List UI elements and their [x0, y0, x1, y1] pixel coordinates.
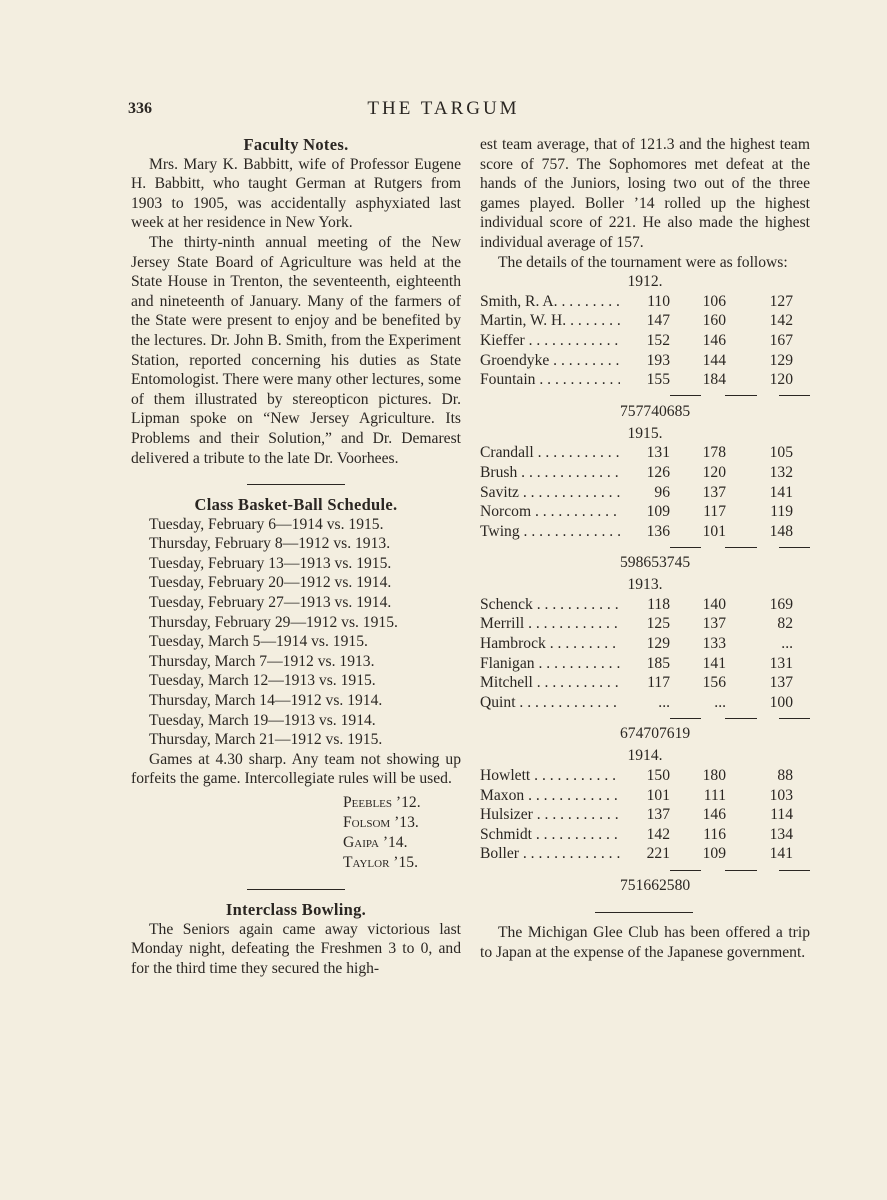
team-total-1: 757 — [620, 402, 644, 420]
team-total-3: 685 — [666, 402, 691, 420]
schedule-item: Tuesday, March 19—1913 vs. 1914. — [149, 711, 376, 729]
schedule-item: Thursday, February 8—1912 vs. 1913. — [149, 535, 391, 553]
score-row — [480, 693, 810, 713]
game-3-score: 82 — [777, 615, 793, 633]
game-1-score: 109 — [646, 503, 670, 521]
game-2-score: 117 — [703, 503, 726, 521]
game-1-score: 155 — [646, 371, 670, 389]
player-name: Savitz . . . — [480, 483, 620, 503]
bowling-heading: Interclass Bowling. — [225, 900, 367, 919]
game-1-score: 136 — [646, 522, 670, 540]
player-name: Maxon . . . — [480, 786, 620, 806]
game-2-score: 116 — [703, 825, 726, 843]
player-name: Twing . . . — [480, 522, 620, 542]
score-row — [480, 805, 810, 825]
game-3-score: 134 — [769, 825, 793, 843]
team-total-1: 674 — [620, 725, 644, 743]
game-1-score: 131 — [646, 444, 670, 462]
basketball-note: Games at 4.30 sharp. Any team not showing up forfeits the game. Intercollegiate rules will be used. — [131, 750, 461, 788]
player-name: Crandall . . . — [480, 443, 620, 463]
team-year-heading: 1912. — [627, 273, 663, 291]
player-name: Fountain . . . — [480, 370, 620, 390]
player-name: Schenck . . . — [480, 595, 620, 615]
faculty-notes-paragraph-1: Mrs. Mary K. Babbitt, wife of Professor Eugene H. Babbitt, who taught German at Rutgers from 1903 to 1905, was accidentally asphyxiated last week at her residence in New York. — [131, 155, 461, 232]
game-2-score: 146 — [702, 331, 726, 349]
team-total-row — [480, 553, 810, 575]
game-3-score: 132 — [769, 463, 793, 481]
game-1-score: 125 — [646, 615, 670, 633]
bowling-paragraph-2: The details of the tournament were as follows: — [498, 253, 788, 271]
player-name: Smith, R. A. . . . — [480, 292, 620, 312]
game-3-score: 114 — [770, 806, 793, 824]
game-2-score: 137 — [702, 615, 726, 633]
score-row — [480, 634, 810, 654]
player-name: Kieffer . . . — [480, 331, 620, 351]
score-row — [480, 311, 810, 331]
game-1-score: 152 — [646, 331, 670, 349]
michigan-note: The Michigan Glee Club has been offered a trip to Japan at the expense of the Japanese government. — [480, 924, 810, 961]
schedule-item: Thursday, March 14—1912 vs. 1914. — [149, 692, 383, 710]
game-2-score: 184 — [702, 371, 726, 389]
game-3-score: 129 — [769, 351, 793, 369]
signature: Folsom ’13. — [343, 814, 419, 831]
player-name: Hambrock . . . — [480, 634, 620, 654]
player-name: Merrill . . . — [480, 614, 620, 634]
game-3-score: 137 — [769, 674, 793, 692]
player-name: Flanigan . . . — [480, 654, 620, 674]
team-total-row — [480, 724, 810, 746]
team-year-heading: 1913. — [627, 576, 663, 594]
game-2-score: 137 — [702, 483, 726, 501]
score-row — [480, 292, 810, 312]
score-row — [480, 443, 810, 463]
schedule-item: Thursday, February 29—1912 vs. 1915. — [149, 613, 398, 631]
player-name: Boller . . . — [480, 844, 620, 864]
team-total-3: 745 — [666, 554, 691, 572]
total-rule — [670, 712, 810, 724]
game-3-score: 141 — [769, 845, 793, 863]
game-3-score: 120 — [769, 371, 793, 389]
score-row — [480, 502, 810, 522]
game-1-score: 118 — [647, 595, 670, 613]
team-total-1: 598 — [620, 554, 644, 572]
left-column — [131, 135, 461, 978]
player-name: Howlett . . . — [480, 766, 620, 786]
game-2-score: 101 — [702, 522, 726, 540]
game-1-score: 137 — [646, 806, 670, 824]
game-2-score: 111 — [703, 786, 726, 804]
game-2-score: 120 — [702, 463, 726, 481]
basketball-heading: Class Basket-Ball Schedule. — [194, 495, 398, 515]
game-3-score: 167 — [769, 331, 793, 349]
game-2-score: 156 — [702, 674, 726, 692]
schedule-item: Tuesday, February 13—1913 vs. 1915. — [149, 554, 392, 572]
section-divider — [247, 484, 345, 485]
score-row — [480, 654, 810, 674]
game-1-score: 150 — [646, 767, 670, 785]
player-name: Groendyke . . . — [480, 351, 620, 371]
total-rule — [670, 864, 810, 876]
team-total-2: 707 — [643, 725, 667, 743]
team-total-3: 580 — [666, 877, 691, 894]
game-3-score: 141 — [769, 483, 793, 501]
signature: Peebles ’12. — [343, 794, 421, 811]
bowling-paragraph-1-continued: est team average, that of 121.3 and the highest team score of 757. The Sophomores met defeat at the hands of the Juniors, losing two out of the three games played. Boller ’14 rolled up the highest individual score of 221. He also made the highest individual average of 157. — [480, 136, 810, 251]
team-total-2: 662 — [643, 877, 667, 894]
game-1-score: 185 — [646, 654, 670, 672]
schedule-item: Tuesday, February 6—1914 vs. 1915. — [149, 515, 384, 533]
score-row — [480, 766, 810, 786]
game-1-score: 101 — [646, 786, 670, 804]
game-1-score: 142 — [646, 825, 670, 843]
score-row — [480, 844, 810, 864]
schedule-item: Tuesday, February 27—1913 vs. 1914. — [149, 594, 392, 612]
game-2-score: 140 — [702, 595, 726, 613]
score-row — [480, 595, 810, 615]
player-name: Quint . . . — [480, 693, 620, 713]
team-total-2: 653 — [643, 554, 667, 572]
game-2-score: 109 — [702, 845, 726, 863]
game-1-score: 193 — [646, 351, 670, 369]
running-title: THE TARGUM — [367, 98, 520, 119]
game-3-score: 105 — [769, 444, 793, 462]
signature: Taylor ’15. — [343, 854, 418, 871]
game-3-score: 100 — [769, 693, 793, 711]
bowling-paragraph-1-start: The Seniors again came away victorious last Monday night, defeating the Freshmen 3 to 0, and for the third time they secured the high- — [131, 920, 461, 977]
game-3-score: 142 — [769, 312, 793, 330]
total-rule — [670, 541, 810, 553]
game-3-score: 103 — [769, 786, 793, 804]
game-3-score: 119 — [770, 503, 793, 521]
game-2-score: 178 — [702, 444, 726, 462]
player-name: Martin, W. H. . . . — [480, 311, 620, 331]
section-divider — [247, 889, 345, 890]
team-year-heading: 1915. — [627, 424, 663, 442]
score-row — [480, 614, 810, 634]
score-row — [480, 825, 810, 845]
team-total-3: 619 — [666, 725, 691, 743]
schedule-item: Thursday, March 7—1912 vs. 1913. — [149, 652, 375, 670]
team-total-row — [480, 876, 810, 898]
bowling-scores-table — [480, 272, 810, 898]
team-year-heading: 1914. — [627, 747, 663, 765]
game-2-score: 133 — [702, 635, 726, 653]
game-2-score: 106 — [702, 292, 726, 310]
team-total-1: 751 — [620, 877, 644, 894]
game-3-score: 127 — [769, 292, 793, 310]
player-name: Schmidt . . . — [480, 825, 620, 845]
schedule-item: Tuesday, March 5—1914 vs. 1915. — [149, 633, 368, 651]
faculty-notes-paragraph-2: The thirty-ninth annual meeting of the New Jersey State Board of Agriculture was held at the State House in Trenton, the seventeenth, eighteenth and nineteenth of January. Many of the farmers of the State were present to enjoy and be benefited by the lectures. Dr. John B. Smith, from the Experiment Station, reported concerning his duties as State Entomologist. There were many other lectures, some of them illustrated by stereopticon pictures. Dr. Lipman spoke on “New Jersey Agriculture. Its Problems and their Solution,” and Dr. Demarest delivered a tribute to the late Dr. Voorhees. — [131, 233, 461, 467]
player-name: Norcom . . . — [480, 502, 620, 522]
score-row — [480, 370, 810, 390]
game-2-score: 146 — [702, 806, 726, 824]
game-2-score: 180 — [702, 767, 726, 785]
game-2-score: 160 — [702, 312, 726, 330]
game-1-score: 96 — [654, 483, 670, 501]
player-name: Brush . . . — [480, 463, 620, 483]
game-1-score: 110 — [647, 292, 670, 310]
score-row — [480, 351, 810, 371]
score-row — [480, 331, 810, 351]
game-2-score: ... — [714, 693, 726, 711]
game-1-score: 147 — [646, 312, 670, 330]
game-3-score: ... — [781, 635, 793, 653]
game-1-score: 129 — [646, 635, 670, 653]
section-divider — [595, 912, 693, 913]
total-rule — [670, 390, 810, 402]
score-row — [480, 463, 810, 483]
schedule-item: Thursday, March 21—1912 vs. 1915. — [149, 731, 383, 749]
game-3-score: 169 — [769, 595, 793, 613]
basketball-schedule — [131, 515, 461, 750]
right-column — [480, 135, 810, 962]
game-1-score: 221 — [646, 845, 670, 863]
game-3-score: 148 — [769, 522, 793, 540]
page-number: 336 — [128, 100, 152, 117]
score-row — [480, 483, 810, 503]
player-name: Mitchell . . . — [480, 673, 620, 693]
game-1-score: 126 — [646, 463, 670, 481]
team-total-row — [480, 402, 810, 424]
game-2-score: 141 — [702, 654, 726, 672]
signature: Gaipa ’14. — [343, 834, 408, 851]
game-1-score: 117 — [647, 674, 670, 692]
player-name: Hulsizer . . . — [480, 805, 620, 825]
schedule-item: Tuesday, February 20—1912 vs. 1914. — [149, 574, 392, 592]
game-3-score: 131 — [769, 654, 793, 672]
signatures — [343, 793, 461, 873]
faculty-notes-heading: Faculty Notes. — [243, 135, 349, 154]
team-total-2: 740 — [643, 402, 667, 420]
game-3-score: 88 — [777, 767, 793, 785]
score-row — [480, 673, 810, 693]
game-1-score: ... — [658, 693, 670, 711]
schedule-item: Tuesday, March 12—1913 vs. 1915. — [149, 672, 376, 690]
game-2-score: 144 — [702, 351, 726, 369]
score-row — [480, 522, 810, 542]
score-row — [480, 786, 810, 806]
